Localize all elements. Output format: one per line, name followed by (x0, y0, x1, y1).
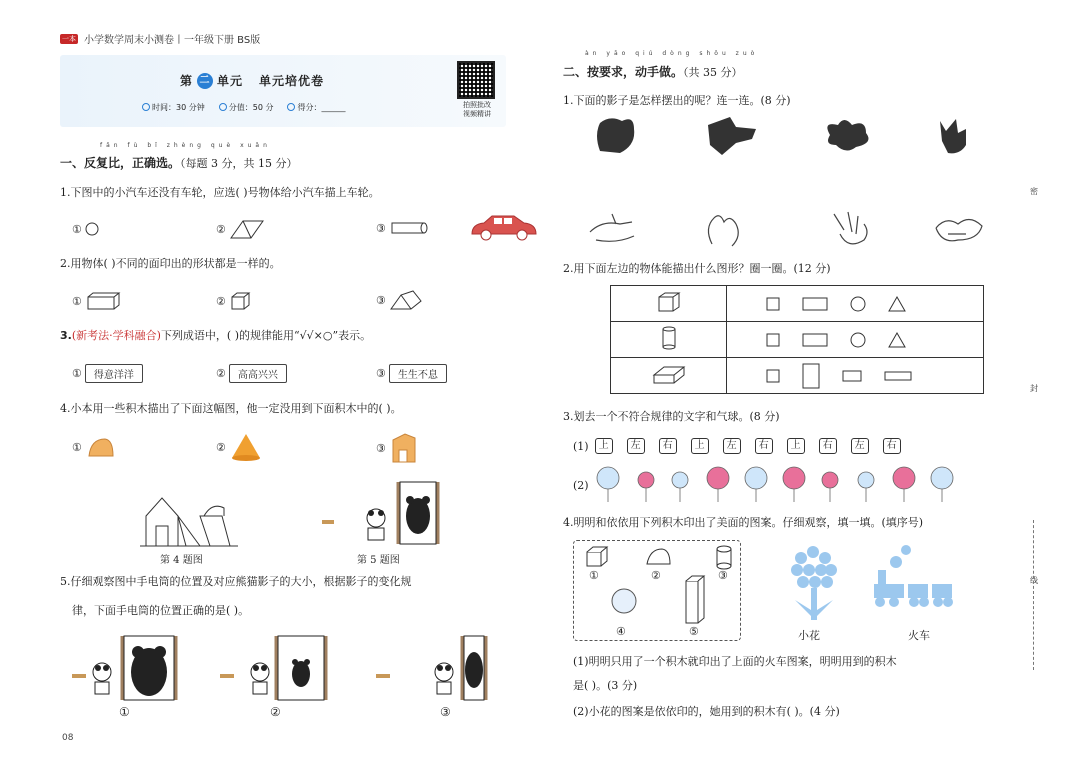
balloon-row[interactable] (594, 462, 964, 504)
circle-option-icon[interactable] (849, 295, 867, 313)
figure4-caption: 第 4 题图 (160, 555, 203, 566)
long-rectangle-option-icon[interactable] (883, 369, 913, 383)
option-label: ② (216, 222, 226, 236)
qr-caption-line1: 拍照批改 (463, 101, 491, 109)
award-icon (219, 103, 227, 111)
block-label: ② (651, 569, 661, 582)
q2-4-text: 4.明明和依依用下列积木印出了美面的图案。仔细观察，填一填。(填序号) (563, 516, 924, 529)
q1-5-option-1-image[interactable] (68, 634, 184, 704)
exam-title: 单元培优卷 (259, 74, 325, 88)
q1-5-option-2-image[interactable] (216, 634, 332, 704)
square-option-icon[interactable] (765, 368, 781, 384)
cylinder-icon (661, 325, 677, 351)
q1-4-option-2[interactable] (216, 432, 263, 462)
got-score: 得分：______ (287, 102, 345, 113)
direction-word[interactable]: 上 (787, 438, 805, 454)
flower-pattern (785, 544, 841, 622)
train-label: 火车 (908, 629, 930, 642)
idiom-card: 得意洋洋 (85, 364, 143, 383)
time-text: 时间：30 分钟 (152, 103, 205, 112)
sphere-block-icon (610, 587, 638, 615)
unit-banner (60, 55, 506, 127)
cube-block-icon (584, 544, 610, 568)
q1-5-line2: 律，下面手电筒的位置正确的是( )。 (72, 604, 250, 617)
cone-block-icon (229, 432, 263, 462)
cylinder-icon (389, 220, 429, 236)
q2-1-text: 1.下面的影子是怎样摆出的呢？连一连。(8 分) (563, 94, 791, 107)
small-rectangle-option-icon[interactable] (841, 369, 863, 383)
triangular-prism-icon (229, 218, 265, 240)
q1-3-body: 下列成语中，( )的规律能用“√√×○”表示。 (160, 329, 372, 342)
q1-1-option-2[interactable] (216, 218, 265, 240)
q1-1-option-1[interactable] (72, 222, 99, 236)
q1-3-option-3[interactable] (376, 364, 447, 383)
circle-option-icon[interactable] (849, 331, 867, 349)
seal-word-feng: 封 (1030, 384, 1038, 393)
shadow-deer (940, 119, 966, 153)
part1-pinyin: fǎn fù bǐ zhèng què xuǎn (100, 142, 271, 149)
q1-3-option-2[interactable] (216, 364, 287, 383)
unit-number: 二 (197, 73, 213, 89)
q1-1-option-3[interactable] (376, 220, 429, 236)
rectangle-option-icon[interactable] (801, 332, 829, 348)
q1-5-option-3-label: ③ (440, 705, 451, 719)
direction-word[interactable]: 左 (851, 438, 869, 454)
direction-word[interactable]: 左 (723, 438, 741, 454)
option-label: ① (72, 367, 82, 380)
triangle-option-icon[interactable] (887, 295, 907, 313)
direction-word[interactable]: 左 (627, 438, 645, 454)
q2-3-balloon-label: (2) (573, 479, 589, 492)
q1-4-text: 4.小本用一些积木描出了下面这幅图，他一定没用到下面积木中的( )。 (60, 402, 402, 415)
series-header (60, 31, 260, 46)
option-label: ③ (376, 221, 386, 235)
circle-shape-icon (85, 222, 99, 236)
option-label: ① (72, 294, 82, 308)
object-cell (611, 286, 727, 322)
table-row (611, 358, 984, 394)
publisher-logo: 一本 (62, 34, 76, 43)
seal-word-mi: 密 (1030, 187, 1038, 196)
rectangle-option-icon[interactable] (801, 296, 829, 312)
part1-note: （每题 3 分，共 15 分） (180, 157, 298, 170)
car-icon (468, 212, 540, 242)
block-set-box (573, 540, 741, 641)
option-label: ③ (376, 441, 386, 455)
arch-block-icon (85, 436, 115, 458)
block-label: ③ (718, 569, 728, 582)
cuboid-icon (85, 291, 121, 311)
q1-2-option-2[interactable] (216, 291, 251, 311)
page-number: 08 (62, 733, 74, 743)
option-label: ③ (376, 293, 386, 307)
block-label: ⑤ (689, 625, 699, 638)
part2-pinyin: àn yāo qiú dòng shǒu zuò (585, 50, 759, 57)
table-row (611, 322, 984, 358)
hand-gestures-row (586, 210, 986, 252)
object-cell (611, 358, 727, 394)
idiom-card: 生生不息 (389, 364, 447, 383)
q1-2-option-1[interactable] (72, 291, 121, 311)
object-cell (611, 322, 727, 358)
flower-label: 小花 (798, 629, 820, 642)
block-label: ① (589, 569, 599, 582)
q2-4-2-text: (2)小花的图案是依依印的，她用到的积木有( )。(4 分) (573, 705, 840, 718)
shadow-bird (827, 120, 868, 151)
q1-5-option-2-label: ② (270, 705, 281, 719)
target-icon (287, 103, 295, 111)
q2-4-1-line1: (1)明明只用了一个积木就印出了上面的火车图案，明明用到的积木 (573, 655, 897, 668)
total-score (219, 102, 274, 113)
q1-2-text: 2.用物体( )不同的面印出的形状都是一样的。 (60, 257, 281, 270)
unit-prefix: 第 (180, 74, 194, 88)
q1-5-line1: 5.仔细观察图中手电筒的位置及对应熊猫影子的大小，根据影子的变化规 (60, 575, 412, 588)
q1-5-option-1-label: ① (119, 705, 130, 719)
hand-shadows-row (590, 115, 980, 159)
q1-5-option-3-image[interactable] (372, 634, 488, 704)
direction-word[interactable]: 右 (659, 438, 677, 454)
time-limit (142, 102, 205, 113)
figure4-building-outline (140, 490, 240, 548)
q1-4-option-1[interactable] (72, 436, 115, 458)
q2-3-word-row (573, 438, 915, 454)
seal-line (1033, 520, 1034, 670)
cylinder-block-icon (714, 544, 734, 570)
tall-prism-block-icon (682, 573, 708, 625)
idiom-card: 高高兴兴 (229, 364, 287, 383)
figure5-panda-shadow (318, 478, 448, 550)
shape-options-cell (727, 286, 984, 322)
cube-icon (229, 291, 251, 311)
direction-word[interactable]: 右 (755, 438, 773, 454)
seal-word-xian: 线 (1030, 576, 1038, 585)
option-label: ① (72, 222, 82, 236)
direction-word[interactable]: 上 (691, 438, 709, 454)
train-pattern (872, 544, 956, 618)
series-title: 小学数学周末小测卷丨一年级下册 BS版 (84, 35, 261, 46)
q2-4-1-line2: 是( )。(3 分) (573, 679, 638, 692)
q1-4-option-3[interactable] (376, 432, 419, 464)
table-row (611, 286, 984, 322)
q2-3-text: 3.划去一个不符合规律的文字和气球。(8 分) (563, 410, 780, 423)
direction-word[interactable]: 右 (819, 438, 837, 454)
q1-3-text (60, 329, 371, 343)
block-label: ④ (616, 625, 626, 638)
part1-title: 一、反复比，正确选。 (60, 156, 181, 170)
option-label: ② (216, 367, 226, 380)
part2-note: （共 35 分） (683, 66, 743, 79)
part2-heading (563, 61, 743, 80)
figure5-caption: 第 5 题图 (357, 555, 400, 566)
row-label: (1) (573, 439, 589, 453)
exam-meta (142, 102, 345, 113)
q1-3-option-1[interactable] (72, 364, 143, 383)
shadow-dog (597, 118, 634, 153)
q1-3-tag: (新考法·学科融合) (71, 329, 161, 342)
arch-block-icon (644, 546, 674, 566)
unit-title (180, 72, 324, 89)
q1-2-option-3[interactable] (376, 289, 423, 311)
unit-suffix: 单元 (217, 74, 244, 88)
got-text: 得分： (297, 103, 322, 112)
option-label: ② (216, 294, 226, 308)
qr-code[interactable] (457, 61, 495, 99)
tall-rectangle-option-icon[interactable] (801, 362, 821, 390)
shape-trace-table (610, 285, 984, 394)
q1-3-number: 3. (60, 329, 72, 342)
qr-caption (454, 101, 500, 119)
triangular-prism-icon (389, 289, 423, 311)
direction-word[interactable]: 上 (595, 438, 613, 454)
part1-heading (60, 152, 298, 171)
shadow-wolf (708, 117, 756, 155)
shape-options-cell (727, 358, 984, 394)
option-label: ② (216, 440, 226, 454)
square-option-icon[interactable] (765, 332, 781, 348)
score-text: 分值：50 分 (228, 103, 274, 112)
q1-1-text: 1.下图中的小汽车还没有车轮，应选( )号物体给小汽车描上车轮。 (60, 186, 380, 199)
qr-caption-line2: 视频精讲 (463, 110, 491, 118)
triangle-option-icon[interactable] (887, 331, 907, 349)
option-label: ③ (376, 367, 386, 380)
q2-2-text: 2.用下面左边的物体能描出什么图形？圈一圈。(12 分) (563, 262, 831, 275)
option-label: ① (72, 440, 82, 454)
square-option-icon[interactable] (765, 296, 781, 312)
cube-icon (657, 291, 681, 313)
part2-title: 二、按要求，动手做。 (563, 65, 684, 79)
flat-cuboid-icon (652, 363, 686, 385)
door-block-icon (389, 432, 419, 464)
direction-word[interactable]: 右 (883, 438, 901, 454)
clock-icon (142, 103, 150, 111)
shape-options-cell (727, 322, 984, 358)
